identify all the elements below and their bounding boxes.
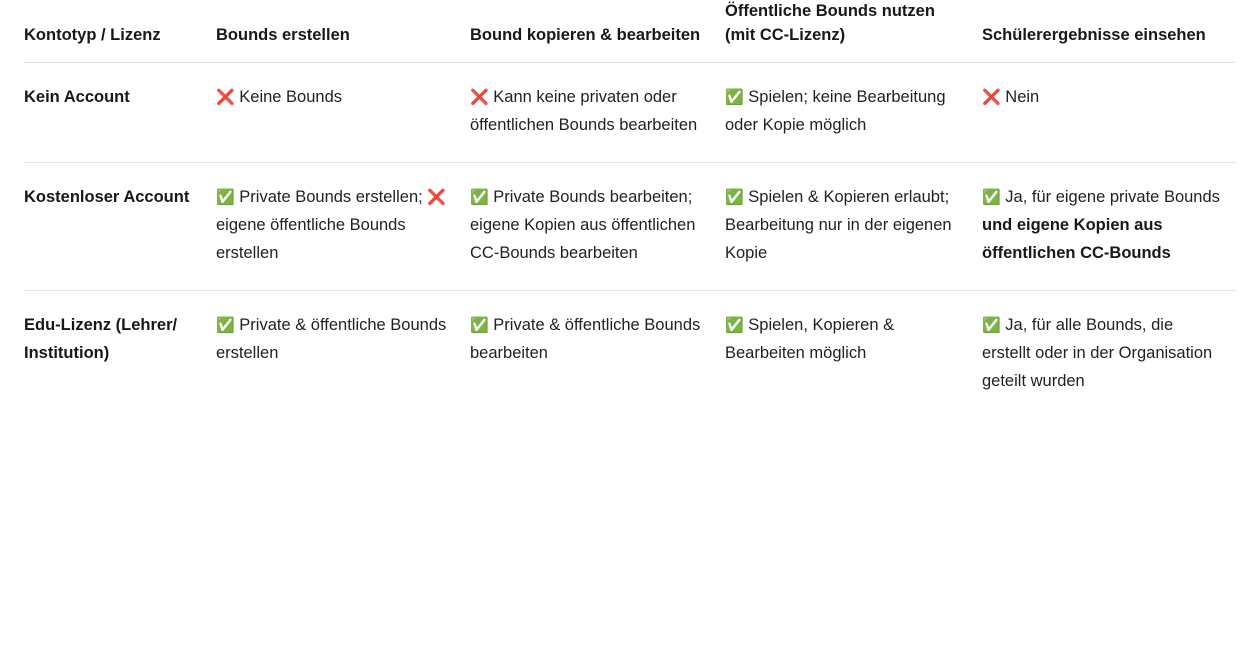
table-cell xyxy=(216,162,470,290)
row-header-label: Kostenloser Account xyxy=(24,162,216,290)
table-header-row xyxy=(24,0,1236,62)
table-cell xyxy=(982,62,1236,162)
check-mark-icon: ✅ xyxy=(725,87,744,106)
cell-text: Keine Bounds xyxy=(234,87,343,106)
check-mark-icon: ✅ xyxy=(982,315,1001,334)
table-cell xyxy=(982,290,1236,418)
column-header-account-type: Kontotyp / Lizenz xyxy=(24,0,216,62)
table-body xyxy=(24,62,1236,418)
cross-mark-icon: ❌ xyxy=(982,87,1001,106)
check-mark-icon: ✅ xyxy=(216,187,235,206)
column-header-copy-edit-bound: Bound kopieren & bearbeiten xyxy=(470,0,725,62)
table-cell xyxy=(725,290,982,418)
table-cell xyxy=(470,290,725,418)
table-cell xyxy=(470,162,725,290)
cell-emphasis-text: und eigene Kopien aus öffentlichen CC-Bounds xyxy=(982,215,1171,263)
cell-text: Spielen, Kopieren & Bearbeiten möglich xyxy=(725,315,895,363)
cell-text: Ja, für eigene private Bounds xyxy=(1000,187,1220,206)
row-header-label: Edu-Lizenz (Lehrer/ Institution) xyxy=(24,315,178,363)
check-mark-icon: ✅ xyxy=(725,315,744,334)
table-cell xyxy=(725,62,982,162)
check-mark-icon: ✅ xyxy=(470,315,489,334)
check-mark-icon: ✅ xyxy=(216,315,235,334)
column-header-student-results: Schülerergebnisse einsehen xyxy=(982,0,1236,62)
cell-text: eigene öffentliche Bounds erstellen xyxy=(216,215,406,263)
table-header xyxy=(24,0,1236,62)
cell-text: Private Bounds bearbeiten; eigene Kopien aus öffentlichen CC-Bounds bearbeiten xyxy=(470,187,696,263)
table-cell xyxy=(216,62,470,162)
table-row xyxy=(24,62,1236,162)
license-comparison-table xyxy=(24,0,1236,418)
cell-text: Spielen & Kopieren erlaubt; Bearbeitung nur in der eigenen Kopie xyxy=(725,187,952,263)
cell-text: Private Bounds erstellen; xyxy=(234,187,428,206)
column-header-create-bounds: Bounds erstellen xyxy=(216,0,470,62)
check-mark-icon: ✅ xyxy=(982,187,1001,206)
table-row xyxy=(24,290,1236,418)
check-mark-icon: ✅ xyxy=(470,187,489,206)
cross-mark-icon: ❌ xyxy=(470,87,489,106)
check-mark-icon: ✅ xyxy=(725,187,744,206)
table-cell xyxy=(982,162,1236,290)
table-row xyxy=(24,162,1236,290)
cross-mark-icon: ❌ xyxy=(427,187,446,206)
cross-mark-icon: ❌ xyxy=(216,87,235,106)
column-header-public-bounds-cc: Öffentliche Bounds nutzen (mit CC-Lizenz) xyxy=(725,0,982,62)
row-header-label: Kein Account xyxy=(24,62,216,162)
table-cell xyxy=(725,162,982,290)
cell-text: Private & öffentliche Bounds bearbeiten xyxy=(470,315,701,363)
cell-text: Private & öffentliche Bounds erstellen xyxy=(216,315,447,363)
cell-text: Ja, für alle Bounds, die erstellt oder in der Organisation geteilt wurden xyxy=(982,315,1213,391)
table-cell xyxy=(470,62,725,162)
cell-text: Nein xyxy=(1000,87,1040,106)
cell-text: Kann keine privaten oder öffentlichen Bounds bearbeiten xyxy=(470,87,698,135)
cell-text: Spielen; keine Bearbeitung oder Kopie möglich xyxy=(725,87,946,135)
table-cell xyxy=(216,290,470,418)
